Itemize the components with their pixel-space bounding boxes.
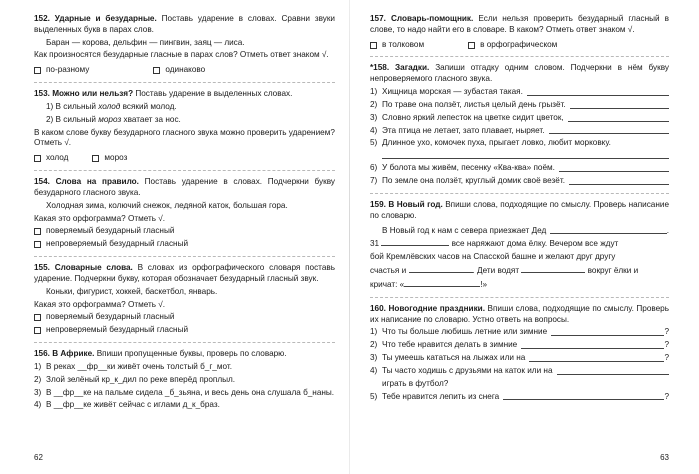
task-title: 160. Новогодние праздники. bbox=[370, 303, 485, 313]
checkbox[interactable] bbox=[34, 155, 41, 162]
task-title: 154. Слова на правило. bbox=[34, 177, 139, 187]
checkbox[interactable] bbox=[153, 67, 160, 74]
list-item: 1) В реках __фр__ки живёт очень толстый б_г_мот. bbox=[34, 361, 232, 371]
word-pairs: Баран — корова, дельфин — пингвин, заяц — лиса. bbox=[46, 37, 245, 47]
task-title: 159. В Новый год. bbox=[370, 199, 443, 209]
task-157 bbox=[370, 14, 669, 50]
answer-line[interactable] bbox=[521, 341, 664, 349]
question-line: 2) Что тебе нравится делать в зимние ? bbox=[370, 340, 669, 350]
page-number: 62 bbox=[34, 453, 43, 463]
checkbox[interactable] bbox=[34, 314, 41, 321]
option-1[interactable]: в толковом bbox=[370, 40, 424, 51]
checkbox[interactable] bbox=[370, 42, 377, 49]
divider bbox=[34, 82, 335, 83]
word-list: Холодная зима, колючий снежок, ледяной каток, большая гора. bbox=[46, 200, 288, 210]
divider bbox=[34, 256, 335, 257]
page-right bbox=[350, 0, 699, 474]
divider bbox=[370, 297, 669, 298]
divider bbox=[34, 170, 335, 171]
text-line: бой Кремлёвских часов на Спасской башне и желают друг другу bbox=[370, 252, 616, 262]
task-154 bbox=[34, 177, 335, 250]
task-intro: Поставь ударение в словах. Подчеркни букву безударного гласного звука. bbox=[34, 177, 335, 197]
question-line: 1) Что ты больше любишь летние или зимние ? bbox=[370, 327, 669, 337]
question-line: 3) Ты умеешь кататься на лыжах или на ? bbox=[370, 353, 669, 363]
checkbox[interactable] bbox=[34, 241, 41, 248]
page-number: 63 bbox=[660, 453, 669, 463]
text-line: В Новый год к нам с севера приезжает Дед . bbox=[382, 225, 669, 235]
answer-line[interactable] bbox=[381, 238, 449, 246]
task-title: 152. Ударные и безударные. bbox=[34, 14, 157, 23]
task-question: Какая это орфограмма? Отметь √. bbox=[34, 299, 166, 309]
checkbox[interactable] bbox=[34, 67, 41, 74]
task-title: 157. Словарь-помощник. bbox=[370, 14, 474, 23]
task-question: Какая это орфограмма? Отметь √. bbox=[34, 213, 166, 223]
question-line: 4) Ты часто ходишь с друзьями на каток или на bbox=[370, 366, 669, 377]
checkbox[interactable] bbox=[92, 155, 99, 162]
task-title: 155. Словарные слова. bbox=[34, 263, 133, 273]
task-153 bbox=[34, 89, 335, 164]
answer-line[interactable] bbox=[404, 279, 480, 287]
option-1[interactable]: по-разному bbox=[34, 65, 89, 76]
task-152 bbox=[34, 14, 335, 76]
divider bbox=[370, 193, 669, 194]
answer-line[interactable] bbox=[409, 265, 473, 273]
task-156 bbox=[34, 349, 335, 411]
task-title: 153. Можно или нельзя? bbox=[34, 89, 134, 99]
riddle-line: 4) Эта птица не летает, зато плавает, ныряет. bbox=[370, 126, 669, 137]
text-line: счастья и . Дети водят вокруг ёлки и bbox=[370, 266, 639, 276]
answer-line[interactable] bbox=[527, 88, 669, 96]
task-intro: Впиши слова, подходящие по смыслу. Проверь написание по словарю. bbox=[370, 199, 670, 220]
sentence-2: 2) В сильный мороз хватает за нос. bbox=[46, 114, 181, 124]
option-2[interactable]: мороз bbox=[92, 153, 127, 164]
word-list: Коньки, фигурист, хоккей, баскетбол, январь. bbox=[46, 286, 218, 296]
option-1[interactable]: поверяемый безударный гласный bbox=[34, 312, 335, 323]
answer-line[interactable] bbox=[568, 114, 669, 122]
task-intro: Впиши пропущенные буквы, проверь по словарю. bbox=[96, 349, 287, 359]
riddle-line: 2) По траве она ползёт, листья целый день грызёт. bbox=[370, 100, 669, 111]
answer-line[interactable] bbox=[550, 226, 666, 234]
answer-line[interactable] bbox=[569, 177, 669, 185]
task-intro: Поставь ударение в выделенных словах. bbox=[135, 89, 293, 99]
answer-line[interactable] bbox=[521, 265, 585, 273]
riddle-line: 7) По земле она ползёт, круглый домик своё везёт. bbox=[370, 176, 669, 187]
task-160 bbox=[370, 304, 669, 403]
page-left bbox=[0, 0, 349, 474]
answer-line[interactable] bbox=[551, 328, 664, 336]
task-title: *158. Загадки. bbox=[370, 63, 430, 73]
task-intro: В словах из орфографического словаря поставь ударение. Подчеркни букву, которая обозначает безударный гласный звук. bbox=[34, 263, 336, 283]
question-line: играть в футбол? bbox=[382, 378, 449, 388]
answer-line[interactable] bbox=[557, 367, 670, 375]
answer-line[interactable] bbox=[503, 392, 664, 400]
divider bbox=[34, 342, 335, 343]
riddle-line: 1) Хищница морская — зубастая такая. bbox=[370, 87, 669, 98]
text-line: кричат: « !» bbox=[370, 279, 488, 289]
sentence-1: 1) В сильный холод всякий молод. bbox=[46, 101, 177, 111]
option-1[interactable]: холод bbox=[34, 153, 68, 164]
task-158 bbox=[370, 63, 669, 186]
task-question: Как произносятся безударные гласные в парах слов? Отметь ответ знаком √. bbox=[34, 50, 329, 60]
divider bbox=[370, 56, 669, 57]
checkbox[interactable] bbox=[468, 42, 475, 49]
riddle-line: 5) Длинное ухо, комочек пуха, прыгает ловко, любит морковку. bbox=[370, 138, 611, 148]
option-2[interactable]: непроверяемый безударный гласный bbox=[34, 325, 335, 336]
task-intro: Впиши слова, подходящие по смыслу. Проверь их написание по словарю. Устно ответь на вопросы. bbox=[370, 303, 669, 324]
riddle-line: 6) У болота мы живём, песенку «Ква-ква» поём. bbox=[370, 163, 669, 174]
task-intro: Запиши отгадку одним словом. Подчеркни в нём букву непроверяемого гласного звука. bbox=[370, 63, 669, 84]
option-2[interactable]: в орфографическом bbox=[468, 40, 557, 51]
task-intro: Если нельзя проверить безударный гласный в слове, то надо найти его в словаре. В каком? Отметь ответ знаком √. bbox=[370, 14, 669, 34]
answer-line[interactable] bbox=[529, 354, 664, 362]
question-line: 5) Тебе нравится лепить из снега ? bbox=[370, 391, 669, 401]
list-item: 3) В __фр__ке на пальме сидела _б_зьяна, и весь день она слушала б_наны. bbox=[34, 387, 335, 397]
task-title: 156. В Африке. bbox=[34, 349, 95, 359]
answer-line[interactable] bbox=[382, 151, 669, 159]
list-item: 2) Злой зелёный кр_к_дил по реке вперёд проплыл. bbox=[34, 374, 236, 384]
riddle-answer-line bbox=[370, 151, 669, 161]
task-intro: Поставь ударение в словах. Сравни звуки выделенных букв в парах слов. bbox=[34, 14, 335, 34]
text-line: 31 все наряжают дома ёлку. Вечером все ждут bbox=[370, 239, 619, 249]
task-155 bbox=[34, 263, 335, 336]
option-2[interactable]: непроверяемый безударный гласный bbox=[34, 239, 335, 250]
list-item: 4) В __фр__ке живёт сейчас с иглами д_к_браз. bbox=[34, 400, 220, 410]
option-1[interactable]: поверяемый безударный гласный bbox=[34, 226, 335, 237]
answer-line[interactable] bbox=[549, 126, 670, 134]
riddle-line: 3) Словно яркий лепесток на цветке сидит цветок, bbox=[370, 113, 669, 124]
option-2[interactable]: одинаково bbox=[153, 65, 205, 76]
checkbox[interactable] bbox=[34, 228, 41, 235]
checkbox[interactable] bbox=[34, 327, 41, 334]
answer-line[interactable] bbox=[570, 101, 669, 109]
task-159 bbox=[370, 200, 669, 291]
task-question: В каком слове букву безударного гласного звука можно проверить ударением? Отметь √. bbox=[34, 127, 335, 148]
answer-line[interactable] bbox=[559, 164, 669, 172]
